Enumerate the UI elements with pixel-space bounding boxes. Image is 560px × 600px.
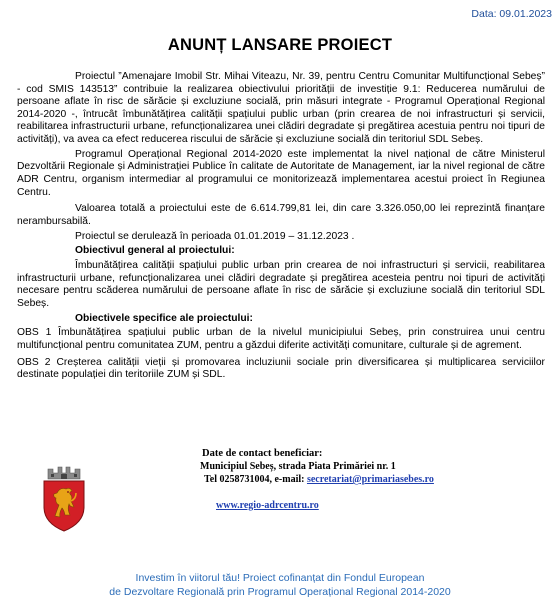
project-value: Valoarea totală a proiectului este de 6.614.799,81 lei, din care 3.326.050,00 lei reprezintă finanțare nerambursabilă. [17,203,545,227]
announcement-body [17,71,545,384]
specific-objectives-heading: Obiectivele specifice ale proiectului: [75,312,253,324]
general-objective-heading: Obiectivul general al proiectului: [75,245,235,257]
contact-address: Municipiul Sebeș, strada Piata Primăriei nr. 1 [200,461,396,472]
contact-phone-email [204,473,540,486]
footer-line-2: de Dezvoltare Regională prin Programul Operațional Regional 2014-2020 [109,585,451,598]
sebes-coat-of-arms-icon [40,463,88,533]
specific-objective-1: OBS 1 Îmbunătățirea spațiului public urban de la nivelul municipiului Sebeș, prin construirea unui centru multifuncțional pentru comunitatea ZUM, pentru a găzdui diferite activități comunitare, culturale și de agrement. [17,327,545,351]
general-objective-text: Îmbunătățirea calității spațiului public urban prin crearea de noi infrastructuri și servicii, reabilitarea infrastructurii urbane, refuncționalizarea unei clădiri degradate și pregătirea acesteia pentru noi tipuri de activități necesare pentru scăderea numărului de persoane aflate în risc de sărăcie și excluziune socială din teritoriul SDL Sebeș. [17,260,545,309]
website-link[interactable]: www.regio-adrcentru.ro [216,500,319,511]
program-description: Programul Operațional Regional 2014-2020 este implementat la nivel național de către Ministerul Dezvoltării Regionale și Administrației Publice în calitate de Autoritate de Management, iar la nivel regional de către ADR Centru, organism intermediar al programului ce monitorizează implementarea acestui proiect în Regiunea Centru. [17,148,545,198]
footer-line-1: Investim în viitorul tău! Proiect cofinanțat din Fondul European [135,572,425,584]
project-period: Proiectul se derulează în perioada 01.01.2019 – 31.12.2023 . [75,230,355,242]
contact-phone: Tel 0258731004, e-mail: [204,474,307,485]
contact-email-link[interactable]: secretariat@primariasebes.ro [306,474,434,485]
page-title: ANUNȚ LANSARE PROIECT [167,36,393,54]
announcement-date: Data: 09.01.2023 [471,8,552,20]
footer [0,572,560,599]
specific-objective-2: OBS 2 Creșterea calității vieții și promovarea incluziunii sociale prin diversificarea și multiplicarea serviciilor destinate populației din teritoriile ZUM și SDL. [17,356,545,381]
project-description: Proiectul ”Amenajare Imobil Str. Mihai Viteazu, Nr. 39, pentru Centru Comunitar Multifuncțional Sebeș” - cod SMIS 143513” contribuie la realizarea obiectivului priorității de investiție 9.1: Reducerea numărului de persoane aflate în risc de sărăcie și excluziune socială, prin măsuri integrate - Programul Operațional Regional 2014-2020 -, întrucât îmbunătățirea calității spațiului public urban (prin crearea de noi infrastructuri și servicii, reabilitarea infrastructurii urbane, refuncționalizarea unei clădiri degradate și pregătirea acestuia pentru noi tipuri de activități), va avea ca efect reducerea riscului de sărăcie și excluziune socială din teritoriul SDL Sebeș. [17,71,545,145]
contact-heading: Date de contact beneficiar: [202,448,323,459]
contact-section [30,447,550,557]
contact-info [200,447,540,512]
